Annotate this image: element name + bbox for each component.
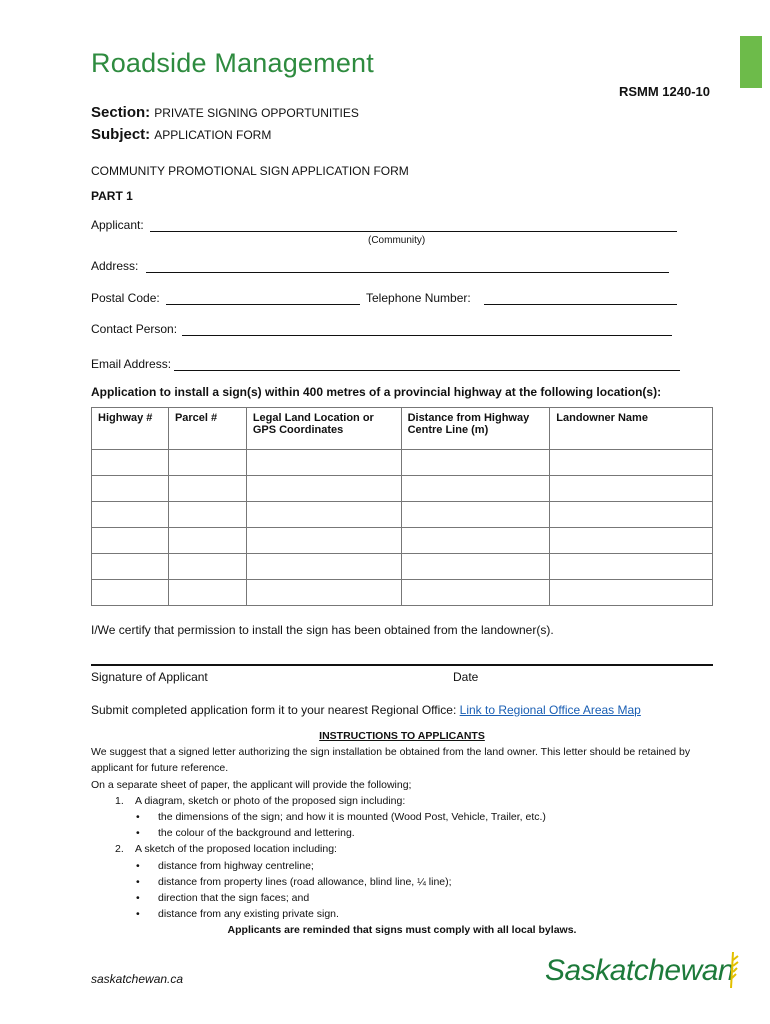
column-header-legal-location: Legal Land Location or GPS Coordinates bbox=[246, 408, 401, 450]
table-cell[interactable] bbox=[246, 450, 401, 476]
table-cell[interactable] bbox=[246, 554, 401, 580]
postal-code-field[interactable] bbox=[166, 304, 360, 305]
applicant-label: Applicant: bbox=[91, 218, 144, 232]
table-cell[interactable] bbox=[168, 450, 246, 476]
bullet-item bbox=[91, 809, 713, 825]
table-cell[interactable] bbox=[550, 580, 713, 606]
table-cell[interactable] bbox=[246, 580, 401, 606]
certification-text: I/We certify that permission to install the sign has been obtained from the landowner(s). bbox=[91, 623, 554, 637]
bullet-icon: • bbox=[136, 859, 140, 872]
wheat-icon bbox=[723, 950, 739, 990]
table-cell[interactable] bbox=[92, 554, 169, 580]
table-cell[interactable] bbox=[401, 450, 550, 476]
bullet-icon: • bbox=[136, 875, 140, 888]
bullet-text: distance from property lines (road allowance, blind line, ¼ line); bbox=[158, 875, 452, 888]
signature-label: Signature of Applicant bbox=[91, 670, 208, 684]
subject-label: Subject: bbox=[91, 126, 151, 143]
applicant-sublabel: (Community) bbox=[368, 235, 426, 246]
instructions-block bbox=[91, 728, 713, 939]
column-header-landowner: Landowner Name bbox=[550, 408, 713, 450]
table-cell[interactable] bbox=[246, 528, 401, 554]
bullet-item bbox=[91, 874, 713, 890]
location-table bbox=[91, 407, 713, 606]
table-row bbox=[92, 476, 713, 502]
table-row bbox=[92, 502, 713, 528]
table-intro: Application to install a sign(s) within 400 metres of a provincial highway at the following location(s): bbox=[91, 385, 662, 399]
signature-line[interactable] bbox=[91, 664, 713, 666]
item-number: 2. bbox=[115, 843, 124, 856]
contact-person-field[interactable] bbox=[182, 335, 672, 336]
bylaws-note: Applicants are reminded that signs must comply with all local bylaws. bbox=[227, 924, 577, 937]
instructions-heading: INSTRUCTIONS TO APPLICANTS bbox=[319, 730, 485, 742]
email-field[interactable] bbox=[174, 370, 680, 371]
address-field[interactable] bbox=[146, 272, 669, 273]
instructions-para-2: On a separate sheet of paper, the applicant will provide the following; bbox=[91, 778, 412, 791]
table-cell[interactable] bbox=[246, 476, 401, 502]
table-cell[interactable] bbox=[92, 476, 169, 502]
bullet-text: the dimensions of the sign; and how it is mounted (Wood Post, Vehicle, Trailer, etc.) bbox=[158, 811, 546, 824]
bullet-item bbox=[91, 890, 713, 906]
date-label: Date bbox=[453, 670, 479, 684]
website-url: saskatchewan.ca bbox=[91, 972, 184, 986]
instruction-item-2 bbox=[91, 841, 713, 857]
part-label: PART 1 bbox=[91, 189, 133, 203]
bullet-icon: • bbox=[136, 811, 140, 824]
table-cell[interactable] bbox=[550, 554, 713, 580]
section-line bbox=[91, 104, 359, 121]
instructions-para-1: We suggest that a signed letter authorizing the sign installation be obtained from the land owner. This letter should be retained by applicant for future reference. bbox=[91, 746, 691, 775]
table-cell[interactable] bbox=[92, 528, 169, 554]
regional-office-map-link[interactable]: Link to Regional Office Areas Map bbox=[459, 703, 641, 717]
table-cell[interactable] bbox=[550, 502, 713, 528]
telephone-field[interactable] bbox=[484, 304, 677, 305]
table-cell[interactable] bbox=[401, 476, 550, 502]
table-cell[interactable] bbox=[550, 450, 713, 476]
submit-text: Submit completed application form it to your nearest Regional Office: bbox=[91, 703, 457, 717]
instruction-item-1 bbox=[91, 793, 713, 809]
bullet-item bbox=[91, 825, 713, 841]
item-text: A diagram, sketch or photo of the proposed sign including: bbox=[135, 794, 406, 807]
column-header-distance: Distance from Highway Centre Line (m) bbox=[401, 408, 550, 450]
subject-value: APPLICATION FORM bbox=[154, 128, 272, 142]
table-cell[interactable] bbox=[168, 580, 246, 606]
item-number: 1. bbox=[115, 794, 124, 807]
applicant-field[interactable] bbox=[150, 231, 677, 232]
table-cell[interactable] bbox=[92, 502, 169, 528]
bullet-text: distance from highway centreline; bbox=[158, 859, 314, 872]
bullet-item bbox=[91, 858, 713, 874]
form-heading: COMMUNITY PROMOTIONAL SIGN APPLICATION FORM bbox=[91, 164, 409, 178]
table-cell[interactable] bbox=[401, 528, 550, 554]
table-row bbox=[92, 554, 713, 580]
table-cell[interactable] bbox=[92, 450, 169, 476]
section-label: Section: bbox=[91, 104, 151, 121]
table-row bbox=[92, 528, 713, 554]
bullet-icon: • bbox=[136, 827, 140, 840]
table-row bbox=[92, 450, 713, 476]
table-row bbox=[92, 580, 713, 606]
postal-code-label: Postal Code: bbox=[91, 291, 160, 305]
item-text: A sketch of the proposed location including: bbox=[135, 843, 337, 856]
bullet-icon: • bbox=[136, 908, 140, 921]
table-cell[interactable] bbox=[401, 502, 550, 528]
table-cell[interactable] bbox=[550, 476, 713, 502]
contact-person-label: Contact Person: bbox=[91, 322, 178, 336]
document-code: RSMM 1240-10 bbox=[618, 84, 710, 99]
table-cell[interactable] bbox=[401, 580, 550, 606]
logo-text: Saskatchewan bbox=[545, 954, 735, 987]
bullet-item bbox=[91, 906, 713, 922]
bullet-text: direction that the sign faces; and bbox=[158, 892, 310, 905]
section-value: PRIVATE SIGNING OPPORTUNITIES bbox=[154, 106, 359, 120]
table-cell[interactable] bbox=[168, 554, 246, 580]
table-cell[interactable] bbox=[550, 528, 713, 554]
table-cell[interactable] bbox=[246, 502, 401, 528]
bullet-icon: • bbox=[136, 892, 140, 905]
bullet-text: distance from any existing private sign. bbox=[158, 908, 339, 921]
address-label: Address: bbox=[91, 259, 139, 273]
column-header-highway: Highway # bbox=[92, 408, 169, 450]
column-header-parcel: Parcel # bbox=[168, 408, 246, 450]
submit-line bbox=[91, 703, 641, 717]
saskatchewan-logo bbox=[545, 954, 734, 988]
email-label: Email Address: bbox=[91, 357, 172, 371]
table-cell[interactable] bbox=[168, 476, 246, 502]
telephone-label: Telephone Number: bbox=[366, 291, 471, 305]
table-cell[interactable] bbox=[168, 528, 246, 554]
accent-bar bbox=[740, 36, 762, 88]
bullet-text: the colour of the background and lettering. bbox=[158, 827, 355, 840]
table-cell[interactable] bbox=[168, 502, 246, 528]
subject-line bbox=[91, 126, 271, 143]
table-header-row bbox=[92, 408, 713, 450]
table-cell[interactable] bbox=[92, 580, 169, 606]
page-title: Roadside Management bbox=[91, 48, 374, 78]
table-cell[interactable] bbox=[401, 554, 550, 580]
